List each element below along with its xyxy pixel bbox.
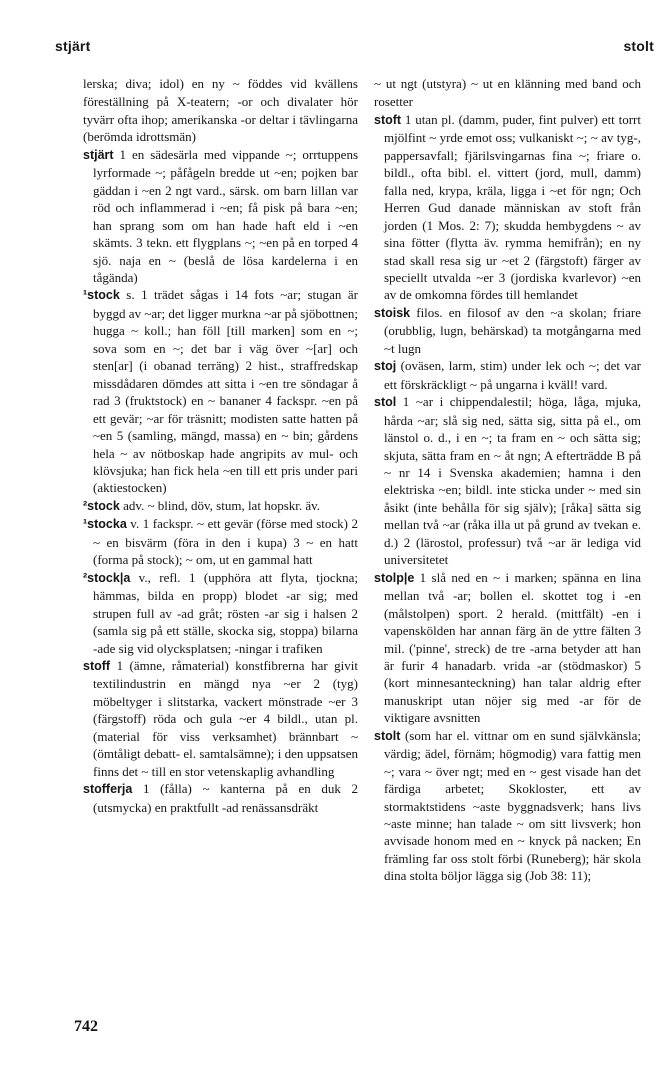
entry-text: 1 (fålla) ~ kanterna på en duk 2 (utsmycka) en praktfullt -ad renässansdräkt: [93, 781, 358, 815]
dictionary-entry: [83, 515, 358, 568]
entry-text: v., refl. 1 (upphöra att flyta, tjockna; hämmas, bilda en propp) blodet -ar sig; med strupen full av -ad gråt; rösten -ar sig i halsen 2 (samla sig på ett ställe, skocka sig, stoppa) bilarna -ade sig vid olycksplatsen; -ningar i trafiken: [93, 569, 358, 656]
entry-headword: stolp|e: [374, 570, 415, 585]
dictionary-entry: [83, 657, 358, 780]
entry-text: 1 slå ned en ~ i marken; spänna en lina mellan två -ar; bollen el. skottet tog i -en (målstolpen) sport. 2 herald. (mittfält) -en i vapenskölden har annan färg än de yttre fälten 3 mil. ('pinne', streck) de tre -arna betyder att han är furir 4 hanadarb. vrida -ar (stödmaskor) 5 (kort minnesanteckning) han talar aldrig efter manuskript utan nöjer sig med -ar för de viktigare avsnitten: [384, 569, 641, 726]
entry-headword: stolt: [374, 728, 401, 743]
dictionary-entry: [374, 111, 641, 304]
entry-headword: ¹stock: [83, 288, 120, 303]
dictionary-entry: [83, 569, 358, 657]
entry-headword: stoff: [83, 658, 111, 673]
dictionary-entry: [83, 780, 358, 816]
entry-text: s. 1 trädet sågas i 14 fots ~ar; stugan är byggd av ~ar; det ligger murkna ~ar på sjöbottnen; hugga ~ koll.; han föll [till marken] som en ~; sova som en ~; det bar i väg över ~[ar] och sten[ar] (i obanad terräng) 2 hist., straffredskap missdådaren dömdes att sitta i ~en tre söndagar å rad 3 (fruktstock) en ~ bananer 4 fackspr. ~en på ett gevär; ~ar för träsnitt; modisten satte hatten på ~en 5 (samling, mängd, massa) en ~ bin; gårdens hela ~ av nötboskap hade angripits av mul- och klövsjuka; han fick hela ~en till ett pris under pari (aktiestocken): [93, 287, 358, 496]
entry-text: 1 en sädesärla med vippande ~; orrtuppens lyrformade ~; påfågeln bredde ut ~en; pojken bar gäddan i ~en 2 ngt vard., särsk. om barn lillan var röd och inflammerad i ~en; få pisk på bara ~en; han sprang som om han hade haft eld i ~en skämts. 3 tekn. ett flygplans ~; ~en på en torped 4 sjö. naja en ~ (beslå de lösa kardelerna i en tågända): [93, 146, 358, 285]
right-running-head: stolt: [623, 38, 654, 54]
entry-headword: ²stock|a: [83, 570, 131, 585]
dictionary-entry: [374, 727, 641, 885]
entry-text: ~ ut ngt (utstyra) ~ ut en klänning med band och rosetter: [374, 76, 641, 110]
left-column: [83, 75, 358, 816]
left-running-head: stjärt: [55, 38, 91, 54]
dictionary-entry: [374, 357, 641, 393]
dictionary-entry: [374, 393, 641, 569]
page-number: 742: [74, 1018, 98, 1035]
entry-text: adv. ~ blind, döv, stum, lat hopskr. äv.: [119, 497, 321, 513]
right-column: [374, 75, 641, 885]
entry-text: v. 1 fackspr. ~ ett gevär (förse med stock) 2 ~ en bisvärm (föra in den i kupa) 3 ~ en hatt (forma på stock); ~ om, ut en gammal hatt: [93, 516, 358, 568]
entry-headword: stofferja: [83, 782, 133, 797]
entry-text: 1 ~ar i chippendalestil; höga, låga, mjuka, hårda ~ar; slå sig ned, sätta sig, sitta på el., om länstol o. d., i en ~; ta fram en ~ och sätta sig; skjuta, sätta fram en ~ åt ngn; A efterträdde B på ~ nr 14 i Svenska akademien; hamna i den elektriska ~en; bildl. inte sticka under ~ med sin åsikt (inte behålla för sig själv); [råka] sätta sig mellan två ~ar (råka illa ut på grund av tvekan e. d.) 2 (lärostol, professur) två ~ar är lediga vid universitetet: [384, 394, 641, 568]
dictionary-entry: [374, 569, 641, 727]
entry-text: 1 (ämne, råmaterial) konstfibrerna har givit textilindustrin en mängd nya ~er 2 (tyg) möbeltyger i slitstarka, vackert mönstrade ~er 3 (färgstoff) röda och gula ~er 4 bildl., utan pl. (material för viss verksamhet) brännbart ~ (ömtåligt debatt- el. samtalsämne); i den uppsatsen finns det ~ till en stor vetenskaplig avhandling: [93, 657, 358, 779]
entry-text: (oväsen, larm, stim) under lek och ~; det var ett förskräckligt ~ på ungarna i kväll! vard.: [384, 358, 641, 392]
entry-headword: stol: [374, 395, 397, 410]
entry-headword: stoisk: [374, 305, 411, 320]
entry-text: lerska; diva; idol) en ny ~ föddes vid kvällens föreställning på X-teatern; -or och divalater hör tyvärr ofta ihop; amerikanska -or deltar i tävlingarna (berömda idrottsmän): [83, 76, 358, 145]
dictionary-entry: [83, 497, 358, 515]
dictionary-entry: [83, 75, 358, 146]
entry-text: 1 utan pl. (damm, puder, fint pulver) ett torrt mjölfint ~ yrde emot oss; vulkaniskt ~; ~ av tyg-, pappersavfall; fjärilsvingarnas fina ~; friare o. bildl., ofta bibl. el. vittert (jord, mull, damm) falla ned, krypa, kräla, ligga i ~et för ngn; Och Herren Gud danade människan av stoft från jorden (1 Mos. 2: 7); skudda hembygdens ~ av sina fötter (flytta äv. rymma hemifrån); en ny stad skall resa sig ur ~et 2 (färgstoft) färger av speciellt utvalda ~er 3 (jordiska kvarlevor) ~en av de omkomna fördes till hemlandet: [384, 111, 641, 303]
dictionary-entry: [83, 286, 358, 496]
entry-headword: ²stock: [83, 498, 120, 513]
entry-text: filos. en filosof av den ~a skolan; friare (orubblig, lugn, behärskad) ta motgångarna med ~t lugn: [384, 304, 641, 356]
dictionary-entry: [374, 304, 641, 357]
entry-headword: stoft: [374, 112, 402, 127]
entry-headword: ¹stocka: [83, 517, 127, 532]
entry-headword: stjärt: [83, 147, 114, 162]
dictionary-entry: [83, 146, 358, 287]
entry-headword: stoj: [374, 359, 397, 374]
entry-text: (som har el. vittnar om en sund självkänsla; värdig; ädel, förnäm; högmodig) vara fattig men ~; vara ~ över ngt; med en ~ gest visade han det färdiga arbetet; Skokloster, ett av stormaktstidens ~aste byggnadsverk; hans livs ~aste minne; han talade ~ om sitt livsverk; hon avvisade honom med en ~ knyck på nacken; En främling far oss stolt förbi (Runeberg); här skola dina stolta böljor lägga sig (Job 38: 11);: [384, 727, 641, 884]
dictionary-entry: [374, 75, 641, 111]
